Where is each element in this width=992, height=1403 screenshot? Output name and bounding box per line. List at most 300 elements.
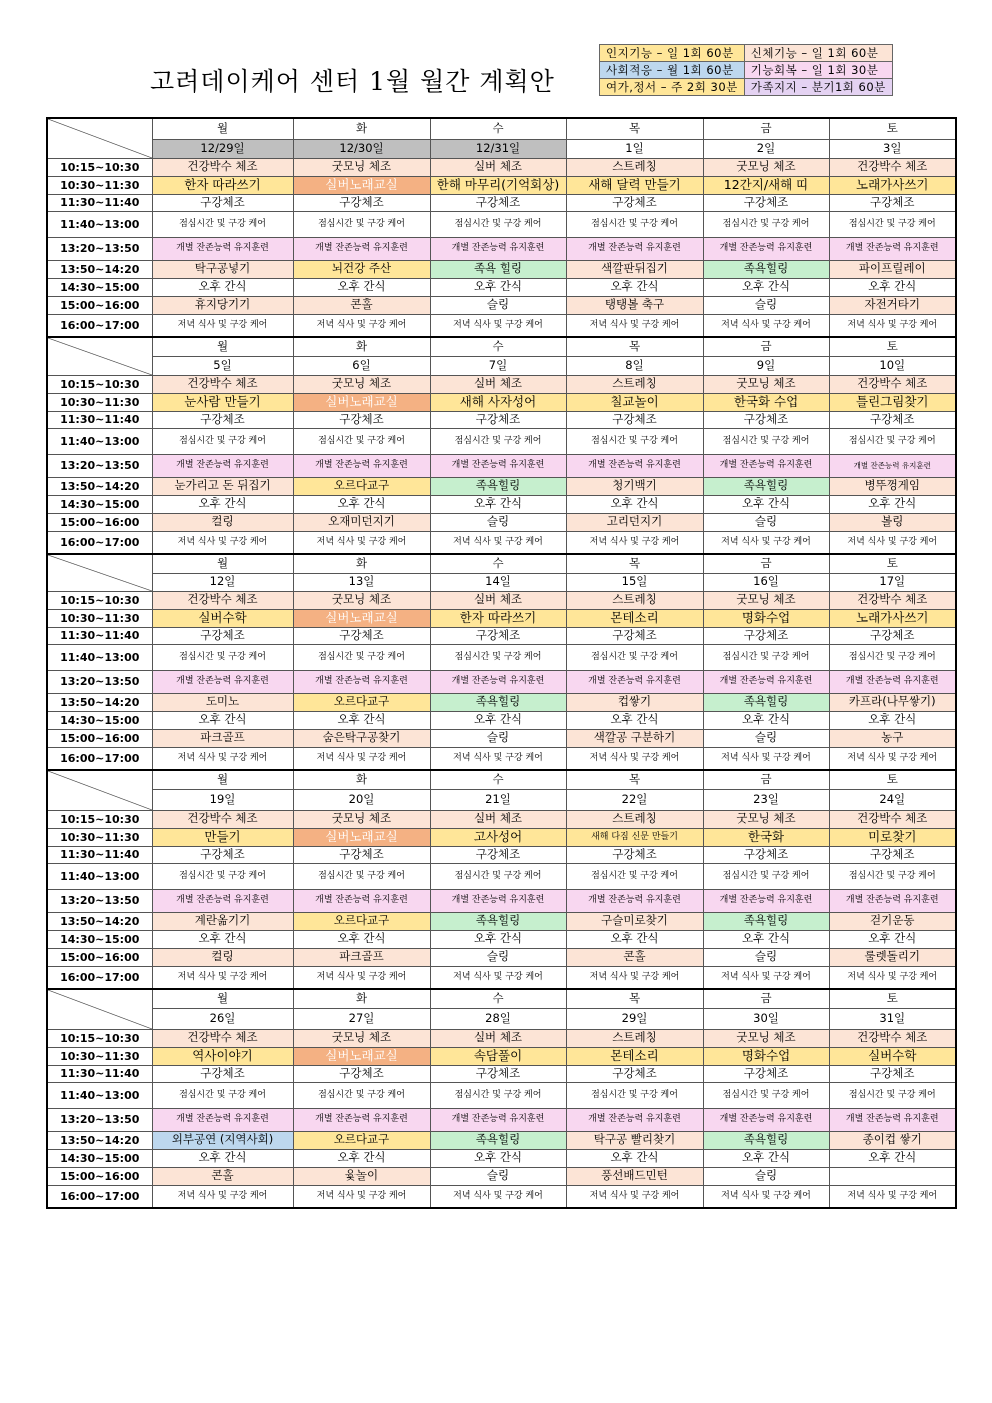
activity-cell: 개별 잔존능력 유지훈련 <box>566 237 703 260</box>
time-slot: 11:30~11:40 <box>47 411 152 428</box>
day-header: 월 <box>152 770 293 789</box>
activity-cell: 구강체조 <box>829 1065 956 1082</box>
activity-cell: 종이컵 쌓기 <box>829 1131 956 1149</box>
activity-cell: 저녁 식사 및 구강 케어 <box>703 747 829 770</box>
date-cell: 2일 <box>703 139 829 158</box>
activity-cell: 틀린그림찾기 <box>829 393 956 411</box>
activity-cell: 족욕힐링 <box>430 912 566 930</box>
time-slot: 13:20~13:50 <box>47 454 152 477</box>
schedule-row <box>47 810 956 828</box>
activity-cell: 개별 잔존능력 유지훈련 <box>566 454 703 477</box>
schedule-row <box>47 1082 956 1108</box>
date-cell: 9일 <box>703 356 829 375</box>
activity-cell: 저녁 식사 및 구강 케어 <box>430 1185 566 1208</box>
time-slot: 14:30~15:00 <box>47 495 152 513</box>
schedule-row <box>47 194 956 211</box>
activity-cell: 실버노래교실 <box>293 828 430 846</box>
activity-cell: 저녁 식사 및 구강 케어 <box>703 1185 829 1208</box>
activity-cell: 구강체조 <box>566 411 703 428</box>
date-cell: 14일 <box>430 573 566 591</box>
activity-cell: 점심시간 및 구강 케어 <box>430 1082 566 1108</box>
time-slot: 14:30~15:00 <box>47 711 152 729</box>
activity-cell: 오후 간식 <box>829 278 956 296</box>
activity-cell: 굿모닝 체조 <box>703 1029 829 1047</box>
activity-cell: 실버 체조 <box>430 158 566 176</box>
activity-cell: 점심시간 및 구강 케어 <box>152 863 293 889</box>
activity-cell: 오후 간식 <box>703 495 829 513</box>
day-header: 수 <box>430 770 566 789</box>
activity-cell: 족욕힐링 <box>430 693 566 711</box>
day-header: 토 <box>829 337 956 356</box>
activity-cell: 점심시간 및 구강 케어 <box>829 863 956 889</box>
activity-cell: 점심시간 및 구강 케어 <box>829 1082 956 1108</box>
activity-cell: 저녁 식사 및 구강 케어 <box>152 1185 293 1208</box>
activity-cell: 오후 간식 <box>566 495 703 513</box>
activity-cell: 족욕힐링 <box>430 477 566 495</box>
legend-row <box>600 62 893 79</box>
activity-cell: 점심시간 및 구강 케어 <box>566 644 703 670</box>
date-cell: 21일 <box>430 789 566 810</box>
time-slot: 13:50~14:20 <box>47 693 152 711</box>
corner-cell <box>47 118 152 158</box>
activity-cell: 미로찾기 <box>829 828 956 846</box>
activity-cell: 굿모닝 체조 <box>703 591 829 609</box>
activity-cell: 오후 간식 <box>430 930 566 948</box>
activity-cell: 오후 간식 <box>703 278 829 296</box>
date-cell: 3일 <box>829 139 956 158</box>
activity-cell: 저녁 식사 및 구강 케어 <box>152 314 293 337</box>
schedule-row <box>47 889 956 912</box>
activity-cell: 저녁 식사 및 구강 케어 <box>566 531 703 554</box>
activity-cell: 굿모닝 체조 <box>703 158 829 176</box>
activity-cell: 점심시간 및 구강 케어 <box>293 863 430 889</box>
day-header-row <box>47 554 956 573</box>
activity-cell: 한자 따라쓰기 <box>152 176 293 194</box>
activity-cell: 컬링 <box>152 948 293 966</box>
activity-cell: 숨은탁구공찾기 <box>293 729 430 747</box>
date-row <box>47 356 956 375</box>
date-cell: 12일 <box>152 573 293 591</box>
date-cell: 12/31일 <box>430 139 566 158</box>
time-slot: 11:30~11:40 <box>47 1065 152 1082</box>
activity-cell: 새해 사자성어 <box>430 393 566 411</box>
activity-cell: 오후 간식 <box>566 711 703 729</box>
activity-cell: 실버노래교실 <box>293 609 430 627</box>
activity-cell <box>829 1167 956 1185</box>
activity-cell: 굿모닝 체조 <box>293 158 430 176</box>
activity-cell: 스트레칭 <box>566 375 703 393</box>
date-cell: 6일 <box>293 356 430 375</box>
activity-cell: 저녁 식사 및 구강 케어 <box>430 314 566 337</box>
corner-cell <box>47 337 152 375</box>
activity-cell: 슬링 <box>430 948 566 966</box>
schedule-row <box>47 260 956 278</box>
activity-cell: 개별 잔존능력 유지훈련 <box>152 670 293 693</box>
activity-cell: 건강박수 체조 <box>829 158 956 176</box>
activity-cell: 오재미던지기 <box>293 513 430 531</box>
activity-cell: 고사성어 <box>430 828 566 846</box>
activity-cell: 오후 간식 <box>829 711 956 729</box>
day-header: 토 <box>829 554 956 573</box>
activity-cell: 저녁 식사 및 구강 케어 <box>566 314 703 337</box>
activity-cell: 족욕 힐링 <box>430 260 566 278</box>
activity-cell: 새해 다짐 신문 만들기 <box>566 828 703 846</box>
activity-cell: 구강체조 <box>293 627 430 644</box>
activity-cell: 굿모닝 체조 <box>293 1029 430 1047</box>
time-slot: 14:30~15:00 <box>47 930 152 948</box>
activity-cell: 족욕힐링 <box>703 693 829 711</box>
schedule-row <box>47 670 956 693</box>
activity-cell: 개별 잔존능력 유지훈련 <box>293 889 430 912</box>
corner-cell <box>47 554 152 591</box>
day-header: 화 <box>293 554 430 573</box>
date-cell: 13일 <box>293 573 430 591</box>
date-cell: 16일 <box>703 573 829 591</box>
activity-cell: 건강박수 체조 <box>152 591 293 609</box>
activity-cell: 개별 잔존능력 유지훈련 <box>703 670 829 693</box>
time-slot: 10:30~11:30 <box>47 176 152 194</box>
activity-cell: 오르다교구 <box>293 1131 430 1149</box>
schedule-row <box>47 1029 956 1047</box>
activity-cell: 걷기운동 <box>829 912 956 930</box>
schedule-row <box>47 846 956 863</box>
date-cell: 10일 <box>829 356 956 375</box>
activity-cell: 저녁 식사 및 구강 케어 <box>829 531 956 554</box>
activity-cell: 건강박수 체조 <box>152 158 293 176</box>
activity-cell: 족욕힐링 <box>703 912 829 930</box>
time-slot: 10:30~11:30 <box>47 1047 152 1065</box>
activity-cell: 점심시간 및 구강 케어 <box>430 644 566 670</box>
activity-cell: 구강체조 <box>293 411 430 428</box>
day-header: 월 <box>152 554 293 573</box>
activity-cell: 개별 잔존능력 유지훈련 <box>430 889 566 912</box>
schedule-row <box>47 1047 956 1065</box>
activity-cell: 개별 잔존능력 유지훈련 <box>566 670 703 693</box>
schedule-row <box>47 1185 956 1208</box>
schedule-row <box>47 393 956 411</box>
date-cell: 5일 <box>152 356 293 375</box>
schedule-row <box>47 966 956 989</box>
time-slot: 11:30~11:40 <box>47 846 152 863</box>
time-slot: 11:40~13:00 <box>47 1082 152 1108</box>
date-cell: 12/30일 <box>293 139 430 158</box>
activity-cell: 속담풀이 <box>430 1047 566 1065</box>
activity-cell: 개별 잔존능력 유지훈련 <box>430 1108 566 1131</box>
activity-cell: 개별 잔존능력 유지훈련 <box>152 237 293 260</box>
activity-cell: 저녁 식사 및 구강 케어 <box>293 531 430 554</box>
day-header-row <box>47 770 956 789</box>
activity-cell: 구강체조 <box>703 194 829 211</box>
date-row <box>47 573 956 591</box>
activity-cell: 저녁 식사 및 구강 케어 <box>430 747 566 770</box>
schedule-row <box>47 158 956 176</box>
time-slot: 16:00~17:00 <box>47 314 152 337</box>
time-slot: 10:30~11:30 <box>47 393 152 411</box>
activity-cell: 오후 간식 <box>293 495 430 513</box>
activity-cell: 점심시간 및 구강 케어 <box>829 211 956 237</box>
activity-cell: 구강체조 <box>152 411 293 428</box>
time-slot: 13:20~13:50 <box>47 1108 152 1131</box>
activity-cell: 점심시간 및 구강 케어 <box>152 211 293 237</box>
schedule-row <box>47 1065 956 1082</box>
activity-cell: 개별 잔존능력 유지훈련 <box>430 454 566 477</box>
activity-cell: 족욕힐링 <box>430 1131 566 1149</box>
activity-cell: 개별 잔존능력 유지훈련 <box>293 237 430 260</box>
activity-cell: 건강박수 체조 <box>152 810 293 828</box>
legend-family: 가족지지 – 분기1회 60분 <box>744 79 892 96</box>
activity-cell: 눈사람 만들기 <box>152 393 293 411</box>
time-slot: 10:15~10:30 <box>47 1029 152 1047</box>
day-header: 월 <box>152 989 293 1008</box>
activity-cell: 자전거타기 <box>829 296 956 314</box>
schedule-row <box>47 1108 956 1131</box>
activity-cell: 개별 잔존능력 유지훈련 <box>829 670 956 693</box>
time-slot: 11:30~11:40 <box>47 627 152 644</box>
activity-cell: 오르다교구 <box>293 693 430 711</box>
time-slot: 10:30~11:30 <box>47 828 152 846</box>
day-header: 토 <box>829 770 956 789</box>
activity-cell: 개별 잔존능력 유지훈련 <box>566 889 703 912</box>
activity-cell: 구강체조 <box>566 194 703 211</box>
activity-cell: 굿모닝 체조 <box>293 591 430 609</box>
page-title: 고려데이케어 센터 1월 월간 계획안 <box>150 67 555 96</box>
activity-cell: 점심시간 및 구강 케어 <box>293 644 430 670</box>
activity-cell: 점심시간 및 구강 케어 <box>430 211 566 237</box>
time-slot: 16:00~17:00 <box>47 966 152 989</box>
activity-cell: 저녁 식사 및 구강 케어 <box>430 966 566 989</box>
activity-cell: 구강체조 <box>152 627 293 644</box>
corner-cell <box>47 989 152 1029</box>
activity-cell: 스트레칭 <box>566 810 703 828</box>
activity-cell: 실버수학 <box>829 1047 956 1065</box>
activity-cell: 실버 체조 <box>430 810 566 828</box>
activity-cell: 개별 잔존능력 유지훈련 <box>703 454 829 477</box>
time-slot: 15:00~16:00 <box>47 948 152 966</box>
activity-cell: 오후 간식 <box>430 1149 566 1167</box>
activity-cell: 볼링 <box>829 513 956 531</box>
activity-cell: 스트레칭 <box>566 158 703 176</box>
day-header: 수 <box>430 554 566 573</box>
activity-cell: 칠교놀이 <box>566 393 703 411</box>
day-header: 목 <box>566 989 703 1008</box>
activity-cell: 농구 <box>829 729 956 747</box>
activity-cell: 점심시간 및 구강 케어 <box>829 428 956 454</box>
activity-cell: 저녁 식사 및 구강 케어 <box>152 747 293 770</box>
activity-cell: 구강체조 <box>566 627 703 644</box>
date-cell: 28일 <box>430 1008 566 1029</box>
activity-cell: 개별 잔존능력 유지훈련 <box>566 1108 703 1131</box>
activity-cell: 구슬미로찾기 <box>566 912 703 930</box>
activity-cell: 저녁 식사 및 구강 케어 <box>829 966 956 989</box>
activity-cell: 구강체조 <box>703 627 829 644</box>
activity-cell: 구강체조 <box>829 411 956 428</box>
activity-cell: 실버 체조 <box>430 1029 566 1047</box>
activity-cell: 저녁 식사 및 구강 케어 <box>152 531 293 554</box>
activity-cell: 건강박수 체조 <box>152 375 293 393</box>
date-cell: 26일 <box>152 1008 293 1029</box>
activity-cell: 저녁 식사 및 구강 케어 <box>430 531 566 554</box>
activity-cell: 구강체조 <box>293 846 430 863</box>
time-slot: 13:50~14:20 <box>47 1131 152 1149</box>
schedule-row <box>47 176 956 194</box>
time-slot: 16:00~17:00 <box>47 531 152 554</box>
time-slot: 10:15~10:30 <box>47 810 152 828</box>
day-header: 금 <box>703 337 829 356</box>
day-header: 금 <box>703 118 829 139</box>
activity-cell: 파크골프 <box>152 729 293 747</box>
schedule-row <box>47 513 956 531</box>
activity-cell: 슬링 <box>703 948 829 966</box>
day-header: 수 <box>430 337 566 356</box>
activity-cell: 굿모닝 체조 <box>293 375 430 393</box>
time-slot: 10:15~10:30 <box>47 591 152 609</box>
schedule-row <box>47 1131 956 1149</box>
activity-cell: 컬링 <box>152 513 293 531</box>
activity-cell: 역사이야기 <box>152 1047 293 1065</box>
activity-cell: 오후 간식 <box>829 930 956 948</box>
activity-cell: 저녁 식사 및 구강 케어 <box>293 1185 430 1208</box>
activity-cell: 명화수업 <box>703 1047 829 1065</box>
activity-cell: 실버 체조 <box>430 375 566 393</box>
activity-cell: 오후 간식 <box>829 495 956 513</box>
activity-cell: 점심시간 및 구강 케어 <box>293 211 430 237</box>
time-slot: 11:40~13:00 <box>47 211 152 237</box>
activity-cell: 오후 간식 <box>152 495 293 513</box>
activity-cell: 오후 간식 <box>293 930 430 948</box>
activity-cell: 저녁 식사 및 구강 케어 <box>293 966 430 989</box>
legend-cognitive: 인지기능 – 일 1회 60분 <box>600 45 745 62</box>
activity-cell: 점심시간 및 구강 케어 <box>829 644 956 670</box>
activity-cell: 만들기 <box>152 828 293 846</box>
activity-cell: 개별 잔존능력 유지훈련 <box>152 454 293 477</box>
activity-cell: 점심시간 및 구강 케어 <box>566 863 703 889</box>
activity-cell: 슬링 <box>430 1167 566 1185</box>
legend-row <box>600 45 893 62</box>
activity-cell: 족욕힐링 <box>703 260 829 278</box>
day-header: 화 <box>293 118 430 139</box>
activity-cell: 건강박수 체조 <box>829 591 956 609</box>
schedule-row <box>47 314 956 337</box>
activity-cell: 윷놀이 <box>293 1167 430 1185</box>
activity-cell: 오후 간식 <box>829 1149 956 1167</box>
activity-cell: 탁구공 빨리찾기 <box>566 1131 703 1149</box>
schedule-row <box>47 1149 956 1167</box>
time-slot: 15:00~16:00 <box>47 513 152 531</box>
schedule-row <box>47 454 956 477</box>
activity-cell: 슬링 <box>430 513 566 531</box>
schedule-row <box>47 237 956 260</box>
activity-cell: 족욕힐링 <box>703 477 829 495</box>
activity-cell: 구강체조 <box>430 627 566 644</box>
activity-cell: 점심시간 및 구강 케어 <box>703 1082 829 1108</box>
schedule-row <box>47 531 956 554</box>
activity-cell: 12간지/새해 띠 <box>703 176 829 194</box>
activity-cell: 오르다교구 <box>293 912 430 930</box>
activity-cell: 오후 간식 <box>566 1149 703 1167</box>
activity-cell: 콘홀 <box>152 1167 293 1185</box>
activity-cell: 새해 달력 만들기 <box>566 176 703 194</box>
date-cell: 23일 <box>703 789 829 810</box>
activity-cell: 오후 간식 <box>703 1149 829 1167</box>
time-slot: 10:15~10:30 <box>47 158 152 176</box>
time-slot: 15:00~16:00 <box>47 296 152 314</box>
activity-cell: 구강체조 <box>152 194 293 211</box>
date-cell: 24일 <box>829 789 956 810</box>
activity-cell: 오후 간식 <box>152 930 293 948</box>
date-cell: 19일 <box>152 789 293 810</box>
activity-cell: 탁구공넣기 <box>152 260 293 278</box>
activity-cell: 굿모닝 체조 <box>703 375 829 393</box>
activity-cell: 구강체조 <box>703 846 829 863</box>
activity-cell: 컵쌓기 <box>566 693 703 711</box>
activity-cell: 노래가사쓰기 <box>829 176 956 194</box>
activity-cell: 오후 간식 <box>293 711 430 729</box>
day-header: 수 <box>430 118 566 139</box>
activity-cell: 구강체조 <box>293 1065 430 1082</box>
activity-cell: 색깔판뒤집기 <box>566 260 703 278</box>
activity-cell: 점심시간 및 구강 케어 <box>430 428 566 454</box>
legend <box>599 44 893 96</box>
activity-cell: 저녁 식사 및 구강 케어 <box>703 531 829 554</box>
activity-cell: 탱탱볼 축구 <box>566 296 703 314</box>
date-cell: 30일 <box>703 1008 829 1029</box>
schedule-row <box>47 627 956 644</box>
activity-cell: 개별 잔존능력 유지훈련 <box>293 670 430 693</box>
day-header: 월 <box>152 337 293 356</box>
activity-cell: 룰렛돌리기 <box>829 948 956 966</box>
activity-cell: 구강체조 <box>430 1065 566 1082</box>
date-cell: 17일 <box>829 573 956 591</box>
activity-cell: 개별 잔존능력 유지훈련 <box>703 1108 829 1131</box>
activity-cell: 고리던지기 <box>566 513 703 531</box>
activity-cell: 점심시간 및 구강 케어 <box>703 644 829 670</box>
activity-cell: 건강박수 체조 <box>829 375 956 393</box>
activity-cell: 건강박수 체조 <box>152 1029 293 1047</box>
time-slot: 10:30~11:30 <box>47 609 152 627</box>
activity-cell: 한국화 <box>703 828 829 846</box>
activity-cell: 저녁 식사 및 구강 케어 <box>829 314 956 337</box>
time-slot: 14:30~15:00 <box>47 278 152 296</box>
activity-cell: 건강박수 체조 <box>829 810 956 828</box>
date-cell: 22일 <box>566 789 703 810</box>
time-slot: 13:50~14:20 <box>47 477 152 495</box>
legend-physical: 신체기능 – 일 1회 60분 <box>744 45 892 62</box>
activity-cell: 구강체조 <box>829 627 956 644</box>
activity-cell: 풍선배드민턴 <box>566 1167 703 1185</box>
activity-cell: 족욕힐링 <box>703 1131 829 1149</box>
activity-cell: 슬링 <box>703 1167 829 1185</box>
date-cell: 20일 <box>293 789 430 810</box>
day-header-row <box>47 989 956 1008</box>
activity-cell: 실버 체조 <box>430 591 566 609</box>
activity-cell: 파이프릴레이 <box>829 260 956 278</box>
legend-recovery: 기능회복 – 일 1회 30분 <box>744 62 892 79</box>
corner-cell <box>47 770 152 810</box>
activity-cell: 구강체조 <box>829 846 956 863</box>
activity-cell: 오후 간식 <box>152 278 293 296</box>
time-slot: 13:50~14:20 <box>47 260 152 278</box>
schedule-row <box>47 591 956 609</box>
day-header: 금 <box>703 554 829 573</box>
time-slot: 13:20~13:50 <box>47 670 152 693</box>
schedule-row <box>47 948 956 966</box>
day-header: 목 <box>566 770 703 789</box>
time-slot: 11:40~13:00 <box>47 863 152 889</box>
activity-cell: 점심시간 및 구강 케어 <box>566 1082 703 1108</box>
activity-cell: 구강체조 <box>703 411 829 428</box>
schedule-table <box>46 117 957 1209</box>
schedule-row <box>47 375 956 393</box>
